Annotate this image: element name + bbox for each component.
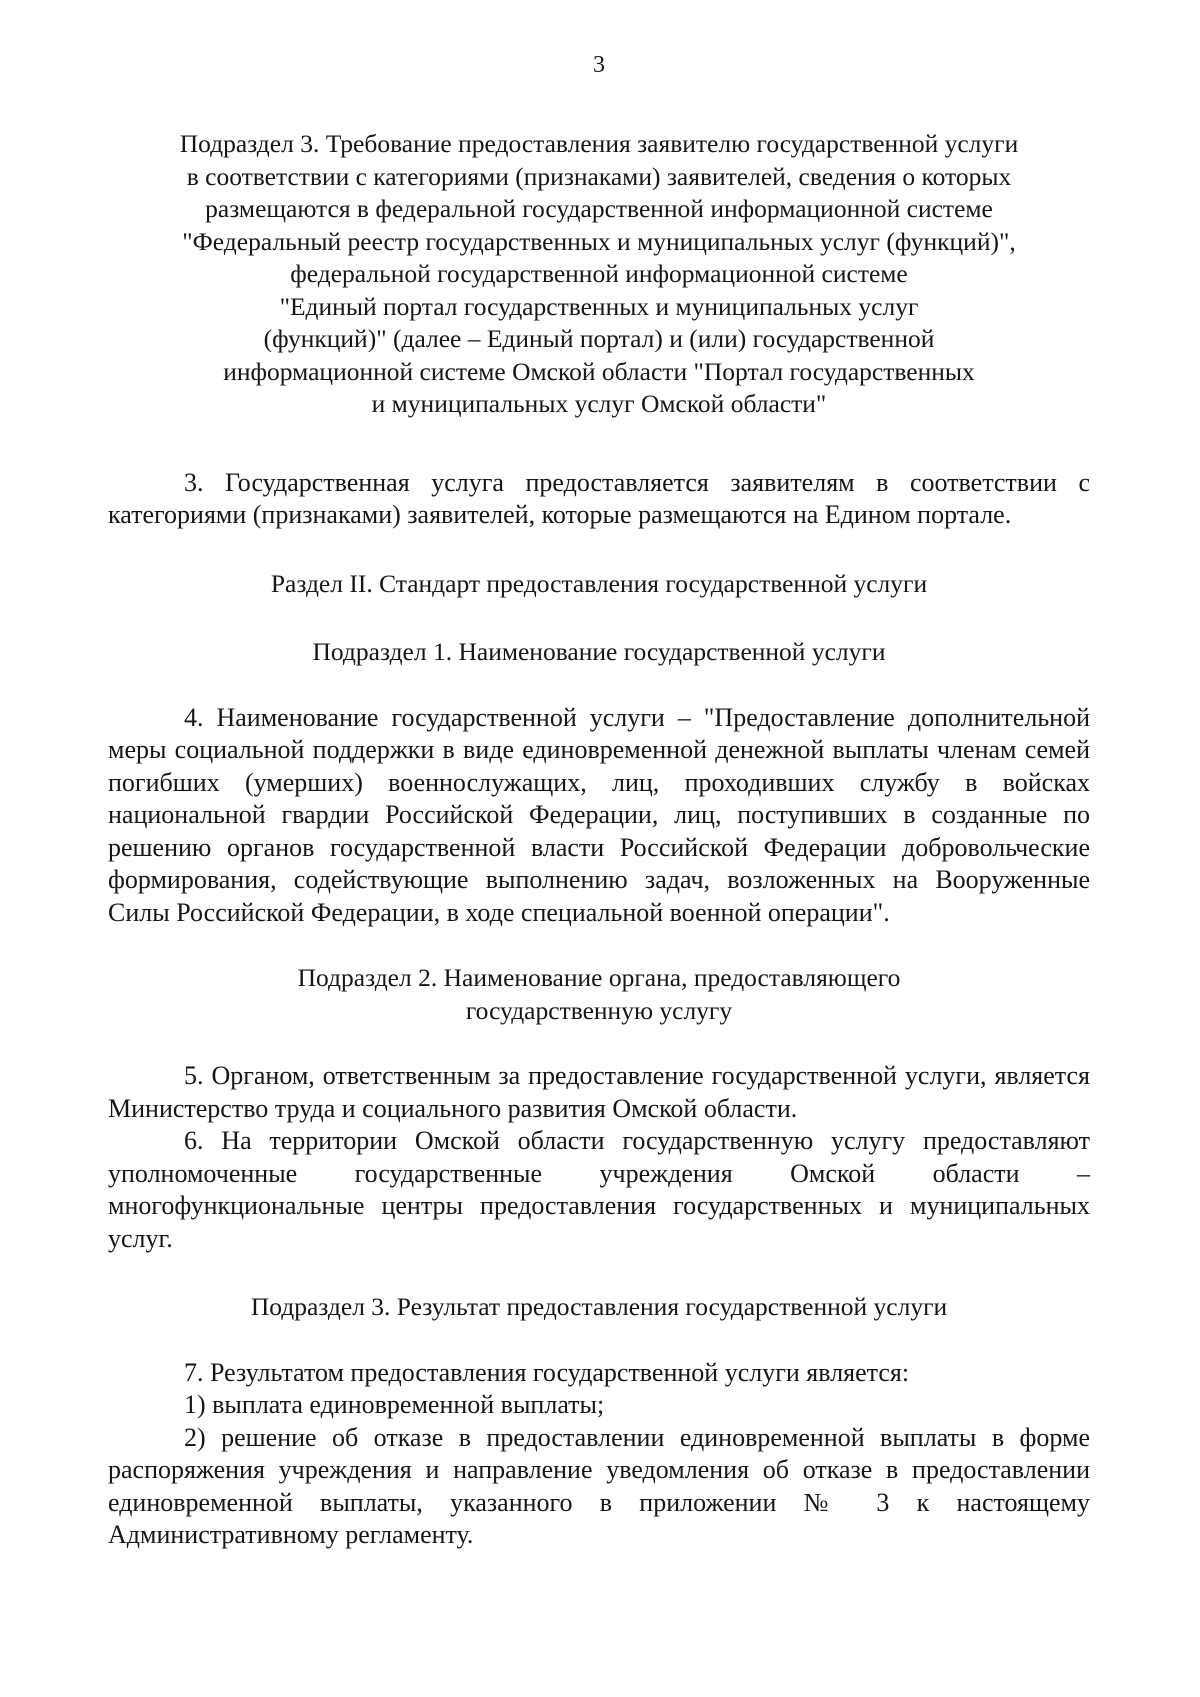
paragraph-6: 6. На территории Омской области государственную услугу предоставляют уполномоченные государственные учреждения Омской области – многофункциональные центры предоставления государственных и муниципальных услуг. [108, 1126, 1090, 1253]
heading-line: и муниципальных услуг Омской области" [371, 389, 827, 418]
heading-line: в соответствии с категориями (признаками) заявителей, сведения о которых [186, 161, 1012, 191]
section-2-heading [108, 568, 1090, 601]
paragraph-7-item-1: 1) выплата единовременной выплаты; [184, 1390, 605, 1419]
subsection-3-applicant-categories-heading [108, 128, 1090, 421]
heading-line: размещаются в федеральной государственной информационной системе [205, 194, 993, 223]
heading-line: Подраздел 2. Наименование органа, предоставляющего [297, 963, 901, 992]
heading-line: информационной системе Омской области "Портал государственных [223, 356, 975, 386]
paragraph-7: 7. Результатом предоставления государственной услуги является: [184, 1357, 910, 1387]
subsection-2-authority-heading [108, 962, 1090, 1027]
subsection-1-service-name-heading [108, 636, 1090, 669]
heading-line: "Федеральный реестр государственных и муниципальных услуг (функций)", [182, 226, 1016, 256]
heading-line: федеральной государственной информационной системе [290, 259, 908, 288]
heading-line: Раздел II. Стандарт предоставления государственной услуги [270, 568, 928, 598]
heading-line: Подраздел 3. Результат предоставления государственной услуги [250, 1292, 948, 1321]
paragraph-3: 3. Государственная услуга предоставляется заявителям в соответствии с категориями (признаками) заявителей, которые размещаются на Едином портале. [108, 467, 1090, 529]
subsection-3-result-heading [108, 1291, 1090, 1324]
paragraph-4: 4. Наименование государственной услуги – "Предоставление дополнительной меры социальной поддержки в виде единовременной денежной выплаты членам семей погибших (умерших) военнослужащих, лиц, проходивших службу в войсках национальной гвардии Российской Федерации, лиц, поступивших в созданные по решению органов государственной власти Российской Федерации добровольческие формирования, содействующие выполнению задач, возложенных на Вооруженные Силы Российской Федерации, в ходе специальной военной операции". [108, 702, 1090, 927]
page-number: 3 [593, 52, 605, 78]
paragraph-7-item-2: 2) решение об отказе в предоставлении единовременной выплаты в форме распоряжения учреждения и направление уведомления об отказе в предоставлении единовременной выплаты, указанного в приложении № 3 к настоящему Административному регламенту. [108, 1422, 1090, 1549]
heading-line: (функций)" (далее – Единый портал) и (или) государственной [263, 324, 935, 353]
heading-line: Подраздел 1. Наименование государственной услуги [312, 637, 886, 666]
heading-line: "Единый портал государственных и муниципальных услуг [279, 291, 919, 321]
heading-line: государственную услугу [465, 995, 733, 1025]
paragraph-5: 5. Органом, ответственным за предоставление государственной услуги, является Министерство труда и социального развития Омской области. [108, 1061, 1090, 1123]
heading-line: Подраздел 3. Требование предоставления заявителю государственной услуги [179, 129, 1019, 158]
